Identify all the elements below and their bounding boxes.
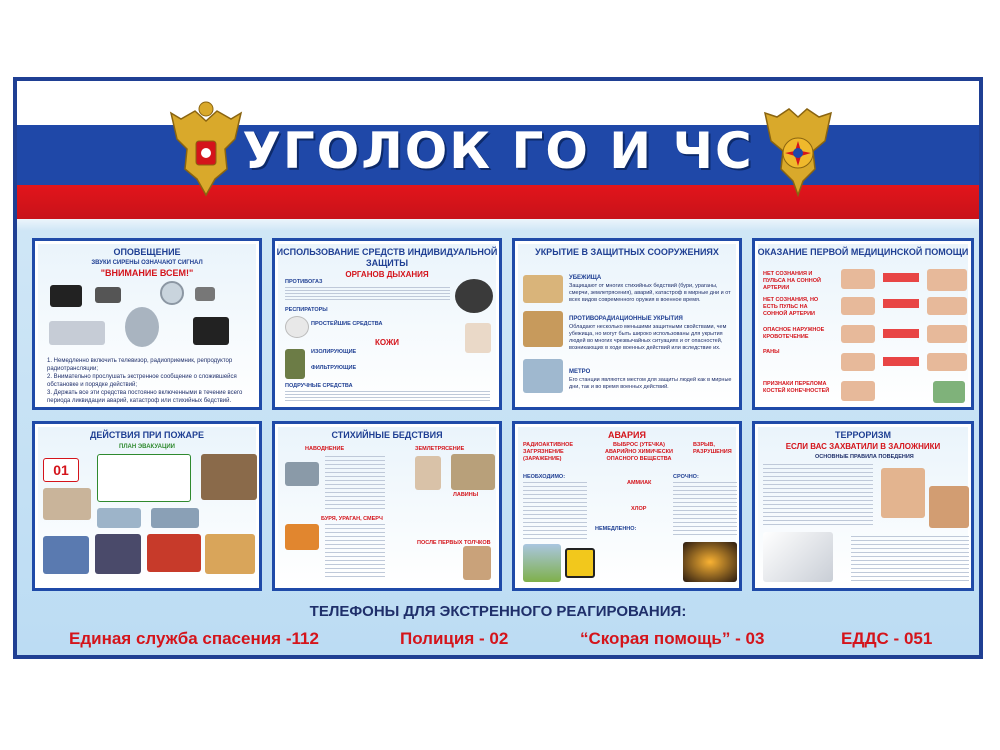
terror-subtitle: ЕСЛИ ВАС ЗАХВАТИЛИ В ЗАЛОЖНИКИ: [785, 442, 941, 451]
recovery-photo: [841, 297, 875, 315]
ppe-improvised-text: [285, 391, 490, 403]
hostage-photo-2: [929, 486, 969, 528]
fire-evacuation-photo: [205, 534, 255, 574]
disasters-title: СТИХИЙНЫЕ БЕДСТВИЯ: [331, 430, 443, 440]
respirator-icon: [285, 316, 309, 338]
alert-item-2: 2. Внимательно прослушать экстренное сообщение о сложившейся обстановке и порядке действий;: [47, 374, 237, 388]
firstaid-fracture: ПРИЗНАКИ ПЕРЕЛОМА КОСТЕЙ КОНЕЧНОСТЕЙ: [763, 381, 830, 394]
earthquake-photo-2: [451, 454, 495, 490]
splint-photo: [841, 381, 875, 401]
fire-photo-1: [201, 454, 257, 500]
ppe-gas-mask-label: ПРОТИВОГАЗ: [285, 279, 323, 285]
panel-accident: [512, 421, 742, 591]
emercom-emblem-icon: [759, 103, 837, 203]
russia-coat-of-arms-icon: [167, 99, 245, 199]
disasters-storm: БУРЯ, УРАГАН, СМЕРЧ: [321, 516, 383, 522]
hostage-photo-3: [763, 532, 833, 582]
shelter-text-1: Защищают от многих стихийных бедствий (бури, ураганы, смерчи, землетрясения), аварий, катастроф в мирные дни и от всех видов современного оружия в военное время.: [569, 283, 731, 303]
loudspeaker-icon: [195, 287, 215, 301]
siren-icon: [125, 307, 159, 347]
accident-ammonia: АММИАК: [627, 480, 652, 486]
storm-photo: [285, 524, 319, 550]
nuclear-plant-photo: [523, 544, 561, 582]
terror-text-2: [851, 536, 969, 582]
firstaid-bleeding: ОПАСНОЕ НАРУЖНОЕ КРОВОТЕЧЕНИЕ: [763, 327, 825, 340]
fire-truck-photo: [147, 534, 201, 572]
cpr-photo: [841, 269, 875, 289]
recovery-photo-2: [927, 297, 967, 315]
shelter-heading-2: ПРОТИВОРАДИАЦИОННЫЕ УКРЫТИЯ: [569, 316, 683, 322]
alert-item-1: 1. Немедленно включить телевизор, радиоприемник, репродуктор радиотрансляции;: [47, 358, 233, 372]
shelter-photo-1: [523, 275, 563, 303]
panel-shelter: [512, 238, 742, 410]
shelter-text-3: Его станции являются местом для защиты людей как в мирные дни, так и во время военных действий.: [569, 377, 732, 390]
shelter-heading-1: УБЕЖИЩА: [569, 275, 602, 281]
tourniquet-photo-2: [927, 325, 967, 343]
disasters-aftershock: ПОСЛЕ ПЕРВЫХ ТОЛЧКОВ: [417, 540, 491, 546]
disasters-earthquake: ЗЕМЛЕТРЯСЕНИЕ: [415, 446, 465, 452]
panel-alert: [32, 238, 262, 410]
accident-urgent-text: [673, 482, 737, 538]
fire-extinguisher-photo: [43, 536, 89, 574]
earthquake-photo: [415, 456, 441, 490]
ppe-skin-label: КОЖИ: [375, 338, 399, 347]
accident-chemical: ВЫБРОС (УТЕЧКА) АВАРИЙНО ХИМИЧЕСКИ ОПАСНОГО ВЕЩЕСТВА: [605, 442, 673, 462]
phone-rescue: Единая служба спасения -112: [69, 629, 319, 648]
fire-plan-label: ПЛАН ЭВАКУАЦИИ: [119, 444, 175, 450]
wound-photo-2: [927, 353, 967, 371]
stand-board: [13, 77, 983, 659]
ppe-improvised-label: ПОДРУЧНЫЕ СРЕДСТВА: [285, 383, 353, 389]
fire-photo-2: [43, 488, 91, 520]
phone-ambulance: “Скорая помощь” - 03: [580, 629, 765, 648]
terror-title: ТЕРРОРИЗМ: [835, 430, 891, 440]
metro-photo: [523, 359, 563, 393]
accident-immediately: НЕМЕДЛЕННО:: [595, 526, 637, 532]
ppe-subtitle: ОРГАНОВ ДЫХАНИЯ: [345, 270, 429, 279]
firstaid-wounds: РАНЫ: [763, 349, 780, 355]
alert-item-3: 3. Держать все эти средства постоянно включенными в течение всего периода ликвидации аварий, катастроф или стихийных бедствий.: [47, 390, 243, 404]
panel-fire: [32, 421, 262, 591]
phones-title: ТЕЛЕФОНЫ ДЛЯ ЭКСТРЕННОГО РЕАГИРОВАНИЯ:: [309, 603, 687, 620]
flood-text: [325, 456, 385, 512]
storm-text: [325, 524, 385, 580]
terror-text-1: [763, 464, 873, 528]
radiation-sign-icon: [565, 548, 595, 578]
alert-title: ОПОВЕЩЕНИЕ: [113, 247, 181, 257]
disasters-flood: НАВОДНЕНИЕ: [305, 446, 345, 452]
panel-disasters: [272, 421, 502, 591]
firstaid-no-pulse: НЕТ СОЗНАНИЯ И ПУЛЬСА НА СОННОЙ АРТЕРИИ: [763, 271, 821, 291]
hostage-photo-1: [881, 468, 925, 518]
speakers-icon: [193, 317, 229, 345]
ppe-filtering-label: ФИЛЬТРУЮЩИЕ: [311, 365, 357, 371]
alarm-icon: [160, 281, 184, 305]
panel-firstaid: [752, 238, 974, 410]
accident-explosion: ВЗРЫВ, РАЗРУШЕНИЯ: [693, 442, 732, 455]
shelter-photo-2: [523, 311, 563, 347]
flood-photo: [285, 462, 319, 486]
firstaid-step-2: [883, 299, 919, 308]
tourniquet-photo: [841, 325, 875, 343]
phone-police: Полиция - 02: [400, 629, 509, 648]
shelter-text-2: Обладают несколько меньшими защитными свойствами, чем убежища, но могут быть широко использованы для укрытия людей во многих чрезвычайных ситуациях и от опасностей, возникающих в ходе военных действий или вследствие их.: [569, 324, 727, 351]
evacuation-plan: [97, 454, 191, 502]
aftershock-photo: [463, 546, 491, 580]
firstaid-step-3: [883, 329, 919, 338]
wound-photo: [841, 353, 875, 371]
accident-chlorine: ХЛОР: [631, 506, 647, 512]
panel-terror: [752, 421, 974, 591]
phone-edds: ЕДДС - 051: [841, 629, 933, 648]
fire-photo-3: [97, 508, 141, 528]
board-title: УГОЛОК ГО И ЧС: [242, 122, 754, 180]
phone-icon: [95, 287, 121, 303]
fire-person-photo: [95, 534, 141, 574]
shelter-heading-3: МЕТРО: [569, 369, 591, 375]
tv-icon: [50, 285, 82, 307]
ppe-isolating-label: ИЗОЛИРУЮЩИЕ: [311, 349, 357, 355]
fire-photo-4: [151, 508, 199, 528]
disasters-avalanche: ЛАВИНЫ: [453, 492, 479, 498]
alert-signal: "ВНИМАНИЕ ВСЕМ!": [100, 268, 194, 278]
ppe-title: ИСПОЛЬЗОВАНИЕ СРЕДСТВ ИНДИВИДУАЛЬНОЙ ЗАЩИТЫ: [276, 247, 498, 268]
accident-title: АВАРИЯ: [608, 430, 646, 440]
splint-photo-2: [933, 381, 965, 403]
terror-note: ОСНОВНЫЕ ПРАВИЛА ПОВЕДЕНИЯ: [815, 454, 914, 460]
ppe-respirators-label: РЕСПИРАТОРЫ: [285, 307, 328, 313]
accident-urgent: СРОЧНО:: [673, 474, 699, 480]
cpr-photo-2: [927, 269, 967, 291]
ppe-simple-label: ПРОСТЕЙШИЕ СРЕДСТВА: [311, 321, 383, 327]
accident-radiation: РАДИОАКТИВНОЕ ЗАГРЯЗНЕНИЕ (ЗАРАЖЕНИЕ): [523, 442, 574, 462]
fire-badge: 01: [43, 458, 79, 482]
explosion-photo: [683, 542, 737, 582]
ppe-gas-mask-text: [285, 287, 450, 301]
firstaid-step-4: [883, 357, 919, 366]
firstaid-title: ОКАЗАНИЕ ПЕРВОЙ МЕДИЦИНСКОЙ ПОМОЩИ: [757, 247, 969, 257]
gas-mask-icon: [455, 279, 493, 313]
accident-need-text: [523, 482, 587, 540]
firstaid-pulse: НЕТ СОЗНАНИЯ, НО ЕСТЬ ПУЛЬС НА СОННОЙ АРТЕРИИ: [763, 297, 819, 317]
police-car-icon: [49, 321, 105, 345]
firstaid-step-1: [883, 273, 919, 282]
shelter-title: УКРЫТИЕ В ЗАЩИТНЫХ СООРУЖЕНИЯХ: [535, 247, 719, 257]
accident-need: НЕОБХОДИМО:: [523, 474, 566, 480]
panel-ppe: [272, 238, 502, 410]
alert-subtitle: ЗВУКИ СИРЕНЫ ОЗНАЧАЮТ СИГНАЛ: [91, 260, 203, 266]
protective-suit-icon: [285, 349, 305, 379]
fire-title: ДЕЙСТВИЯ ПРИ ПОЖАРЕ: [89, 430, 205, 440]
